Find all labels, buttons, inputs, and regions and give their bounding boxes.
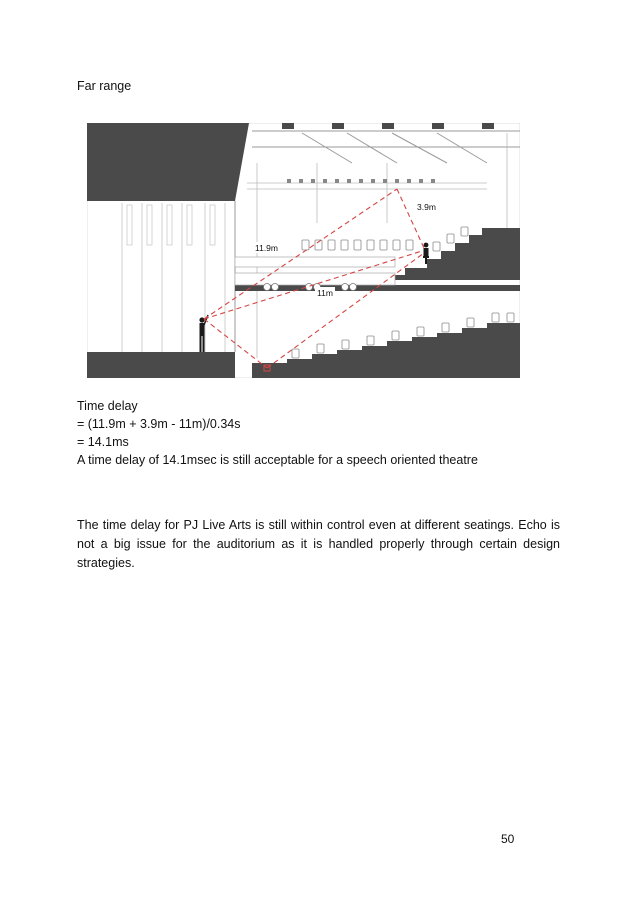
calc-line-conclusion: A time delay of 14.1msec is still acceptable for a speech oriented theatre <box>77 453 478 467</box>
summary-paragraph: The time delay for PJ Live Arts is still within control even at different seatings. Echo is not a big issue for the auditorium as it is handled properly through certain design strategies. <box>77 518 560 570</box>
calc-line-title: Time delay <box>77 399 138 413</box>
calc-line-result: = 14.1ms <box>77 435 129 449</box>
auditorium-section-drawing <box>87 123 520 378</box>
page-number: 50 <box>501 832 515 846</box>
section-heading: Far range <box>77 79 132 93</box>
calc-line-formula: = (11.9m + 3.9m - 11m)/0.34s <box>77 417 241 431</box>
time-delay-calculation <box>77 397 478 469</box>
label-11-9m: 11.9m <box>255 243 278 253</box>
label-3-9m: 3.9m <box>417 202 436 212</box>
label-11m: 11m <box>317 288 333 298</box>
